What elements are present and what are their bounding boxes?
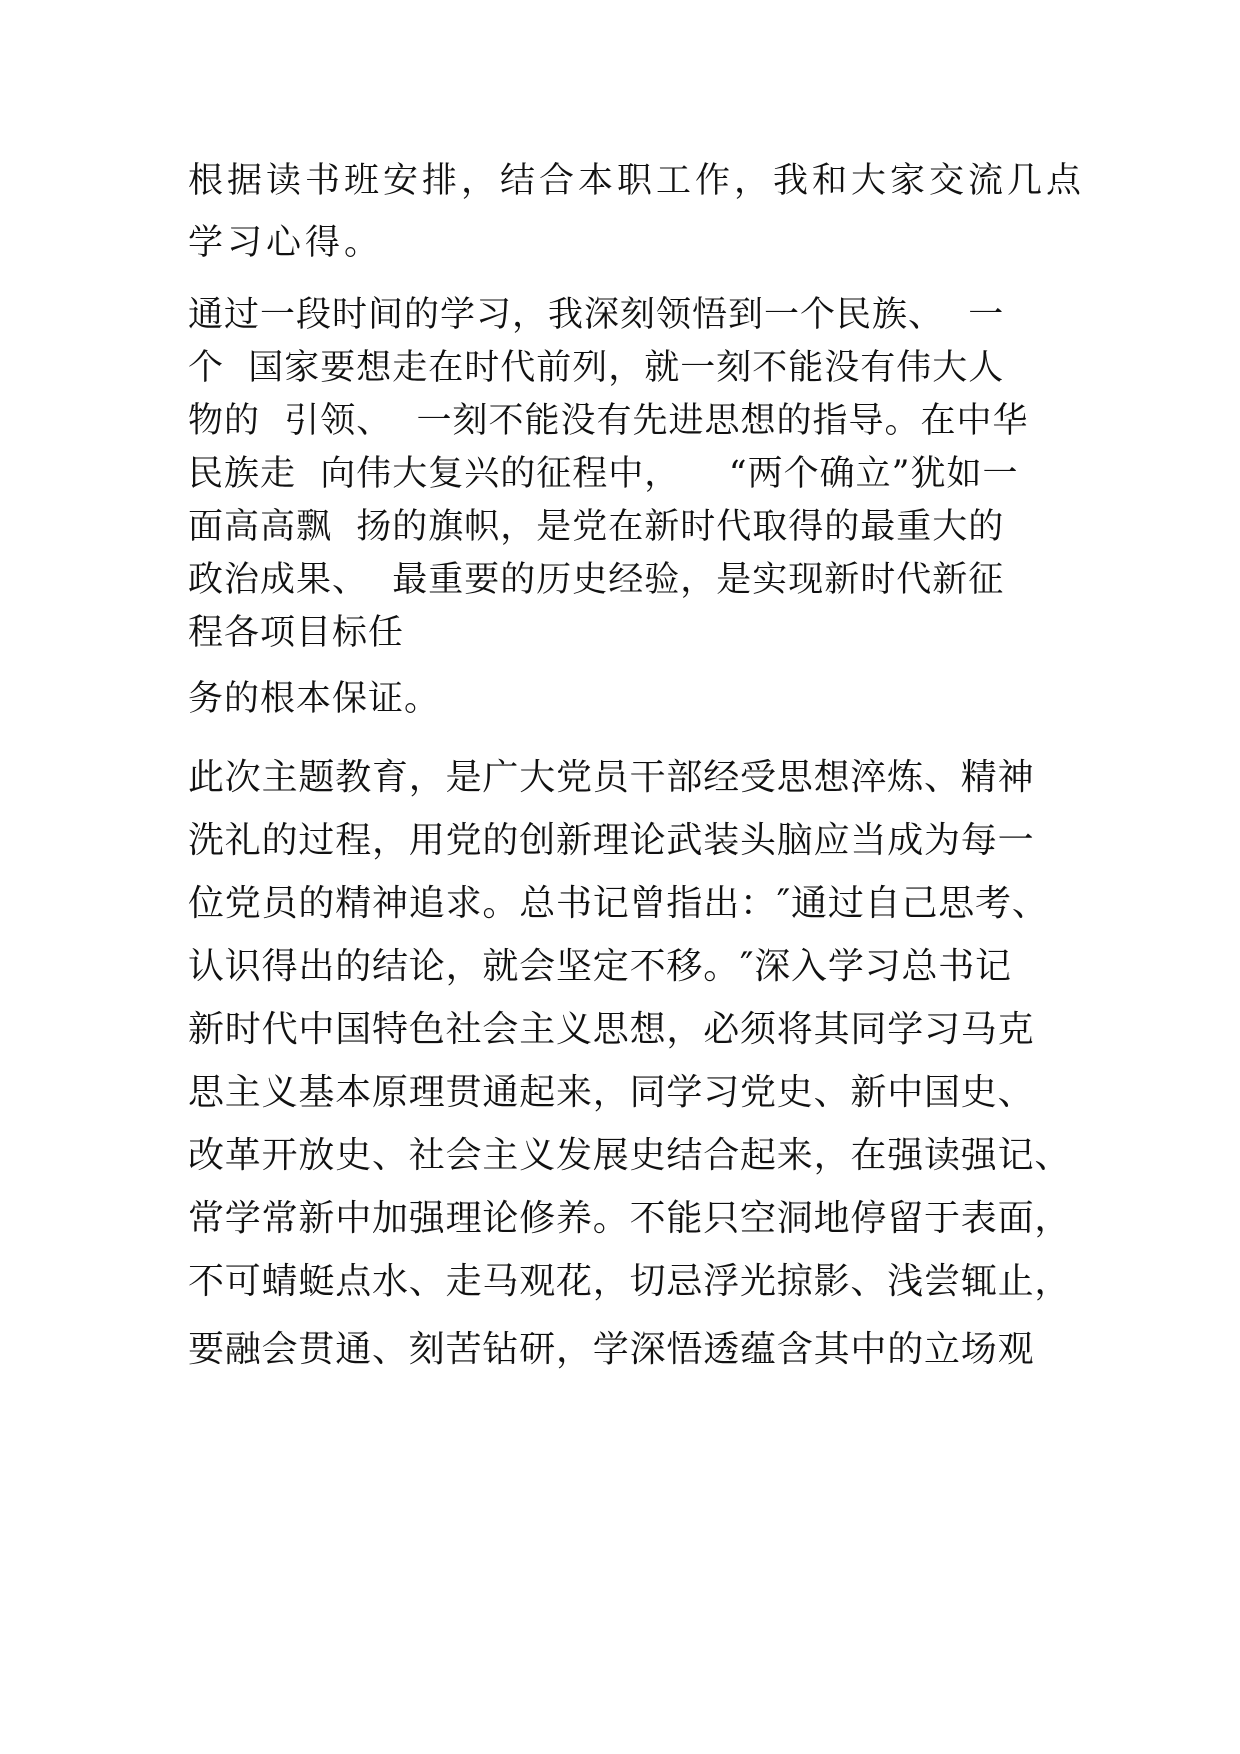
paragraph-3-line-9: 不可蜻蜓点水、走马观花，切忌浮光掠影、浅尝辄止， [188, 1261, 1072, 1302]
paragraph-3-line-6: 思主义基本原理贯通起来，同学习党史、新中国史、 [188, 1072, 1035, 1113]
paragraph-1-line-1: 根据读书班安排，结合本职工作，我和大家交流几点 [188, 161, 1086, 201]
paragraph-1-line-2: 学习心得。 [188, 223, 384, 263]
paragraph-3-line-7: 改革开放史、社会主义发展史结合起来，在强读强记、 [188, 1135, 1072, 1176]
paragraph-2-line-2: 个 国家要想走在时代前列，就一刻不能没有伟大人 [188, 348, 1005, 388]
paragraph-2-line-3: 物的 引领、 一刻不能没有先进思想的指导。在中华 [188, 401, 1029, 441]
paragraph-2-line-6: 政治成果、 最重要的历史经验，是实现新时代新征 [188, 560, 1005, 600]
paragraph-2-line-5: 面高高飘 扬的旗帜，是党在新时代取得的最重大的 [188, 507, 1005, 547]
paragraph-3-line-2: 洗礼的过程，用党的创新理论武装头脑应当成为每一 [188, 820, 1035, 861]
paragraph-2-line-1: 通过一段时间的学习，我深刻领悟到一个民族、 一 [188, 295, 1005, 335]
paragraph-3-line-3: 位党员的精神追求。总书记曾指出：″通过自己思考、 [188, 883, 1049, 924]
paragraph-2-line-4: 民族走 向伟大复兴的征程中， “两个确立”犹如一 [188, 454, 1019, 494]
paragraph-3-line-8: 常学常新中加强理论修养。不能只空洞地停留于表面， [188, 1198, 1072, 1239]
paragraph-2-line-8: 务的根本保证。 [188, 679, 441, 719]
paragraph-2-line-7: 程各项目标任 [188, 613, 405, 653]
paragraph-3-line-10: 要融会贯通、刻苦钻研，学深悟透蕴含其中的立场观 [188, 1329, 1035, 1370]
paragraph-3-line-4: 认识得出的结论，就会坚定不移。″深入学习总书记 [188, 946, 1012, 987]
paragraph-3-line-1: 此次主题教育，是广大党员干部经受思想淬炼、精神 [188, 757, 1035, 798]
paragraph-3-line-5: 新时代中国特色社会主义思想，必须将其同学习马克 [188, 1009, 1035, 1050]
